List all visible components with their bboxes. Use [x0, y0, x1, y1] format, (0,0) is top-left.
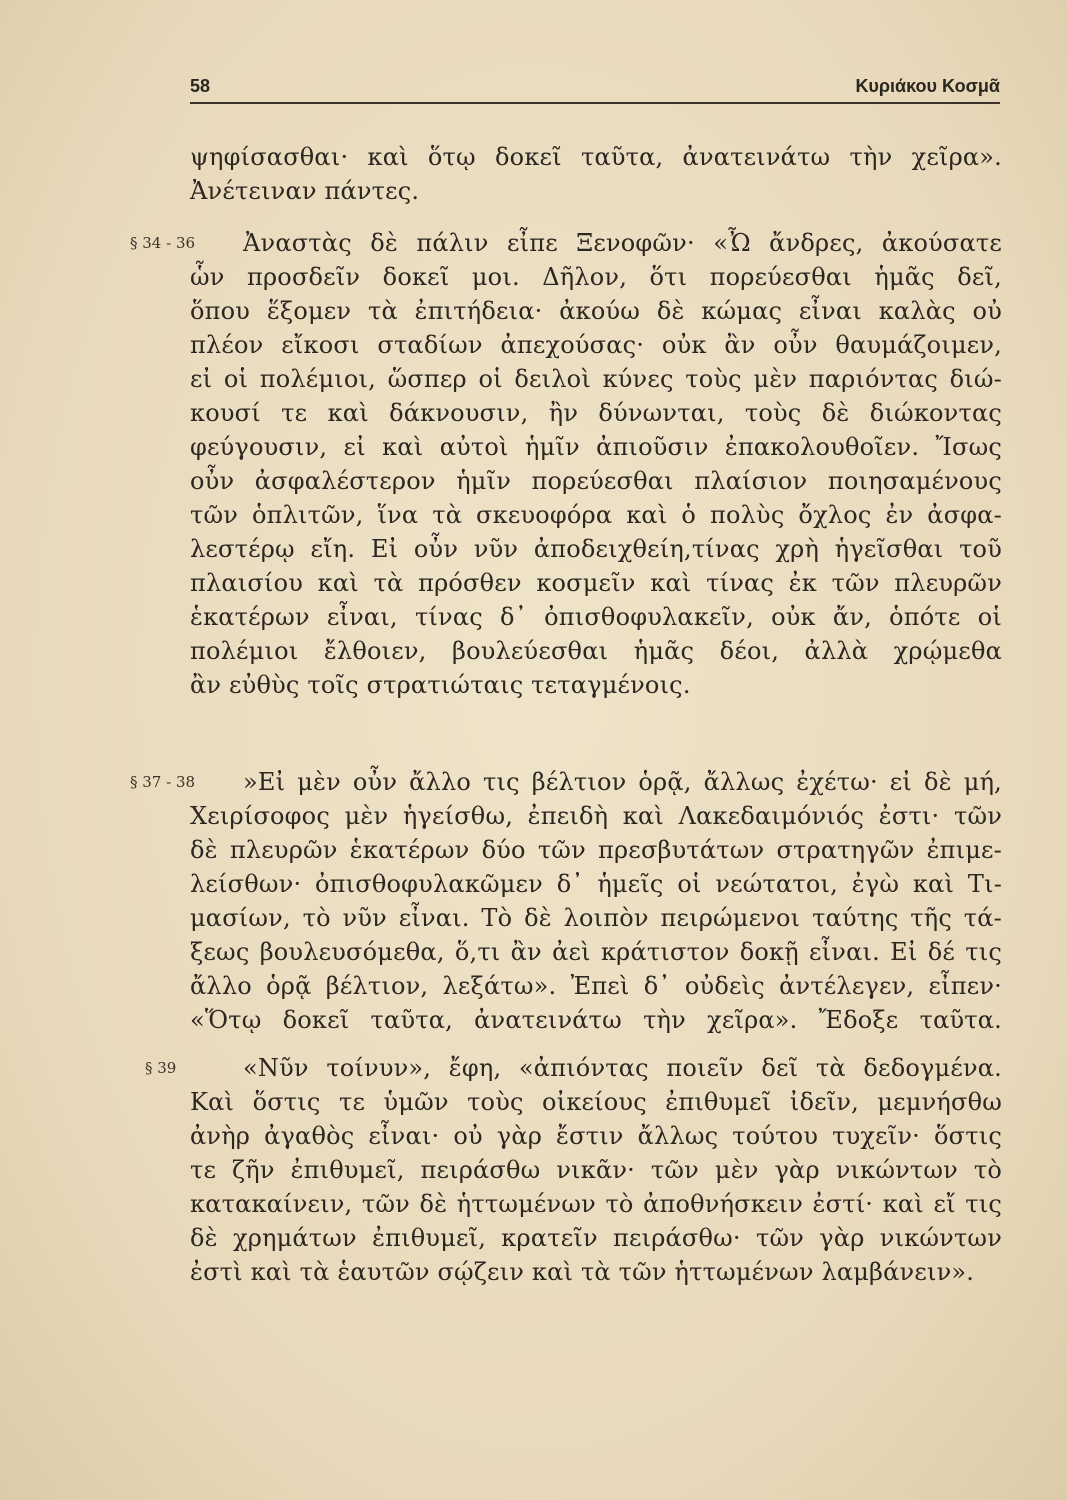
text-line: «Ὅτῳ δοκεῖ ταῦτα, ἀνατεινάτω τὴν χεῖρα». Ἔδοξε ταῦτα.	[190, 1006, 1002, 1034]
text-line: δὲ χρημάτων ἐπιθυμεῖ, κρατεῖν πειράσθω· τῶν γὰρ νικώντων	[190, 1224, 1002, 1252]
text-line: λεστέρῳ εἴη. Εἰ οὖν νῦν ἀποδειχθείη,τίνας χρὴ ἡγεῖσθαι τοῦ	[190, 535, 1002, 563]
text-line: ἐστὶ καὶ τὰ ἑαυτῶν σῴζειν καὶ τὰ τῶν ἡττωμένων λαμβάνειν».	[190, 1258, 975, 1286]
text-line: Καὶ ὅστις τε ὑμῶν τοὺς οἰκείους ἐπιθυμεῖ ἰδεῖν, μεμνήσθω	[190, 1088, 1002, 1116]
section-marker: § 39	[145, 1059, 177, 1077]
text-line: οὖν ἀσφαλέστερον ἡμῖν πορεύεσθαι πλαίσιον ποιησαμένους	[190, 467, 1002, 495]
text-line: κουσί τε καὶ δάκνουσιν, ἢν δύνωνται, τοὺς δὲ διώκοντας	[190, 399, 1002, 427]
page-number: 58	[190, 76, 211, 96]
text-line: πολέμιοι ἔλθοιεν, βουλεύεσθαι ἡμᾶς δέοι, ἀλλὰ χρῴμεθα	[190, 637, 1002, 665]
text-line: δὲ πλευρῶν ἑκατέρων δύο τῶν πρεσβυτάτων στρατηγῶν ἐπιμε-	[190, 836, 1002, 864]
text-line: ἄλλο ὁρᾷ βέλτιον, λεξάτω». Ἐπεὶ δ᾽ οὐδεὶς ἀντέλεγεν, εἶπεν·	[190, 972, 1002, 1000]
text-line: «Νῦν τοίνυν», ἔφη, «ἀπιόντας ποιεῖν δεῖ τὰ δεδογμένα.	[243, 1054, 1002, 1082]
text-line: ψηφίσασθαι· καὶ ὅτῳ δοκεῖ ταῦτα, ἀνατεινάτω τὴν χεῖρα».	[190, 143, 1002, 171]
text-line: εἰ οἱ πολέμιοι, ὥσπερ οἱ δειλοὶ κύνες τοὺς μὲν παριόντας διώ-	[190, 365, 1002, 393]
section-marker: § 34 - 36	[130, 234, 196, 252]
text-line: Ἀνέτειναν πάντες.	[190, 177, 420, 205]
page-header	[190, 74, 1000, 104]
text-line: ἑκατέρων εἶναι, τίνας δ᾽ ὀπισθοφυλακεῖν, οὐκ ἄν, ὁπότε οἱ	[190, 603, 1002, 631]
text-line: ξεως βουλευσόμεθα, ὅ,τι ἂν ἀεὶ κράτιστον δοκῇ εἶναι. Εἰ δέ τις	[190, 938, 1002, 966]
text-line: ὅπου ἕξομεν τὰ ἐπιτήδεια· ἀκούω δὲ κώμας εἶναι καλὰς οὐ	[190, 297, 1002, 325]
section-marker: § 37 - 38	[130, 773, 196, 791]
text-line: κατακαίνειν, τῶν δὲ ἡττωμένων τὸ ἀποθνήσκειν ἐστί· καὶ εἴ τις	[190, 1190, 1002, 1218]
text-line: λείσθων· ὀπισθοφυλακῶμεν δ᾽ ἡμεῖς οἱ νεώτατοι, ἐγὼ καὶ Τι-	[190, 870, 1002, 898]
text-line: Ἀναστὰς δὲ πάλιν εἶπε Ξενοφῶν· «Ὦ ἄνδρες, ἀκούσατε	[243, 229, 1002, 257]
text-line: πλαισίου καὶ τὰ πρόσθεν κοσμεῖν καὶ τίνας ἐκ τῶν πλευρῶν	[190, 569, 1002, 597]
text-line: τε ζῆν ἐπιθυμεῖ, πειράσθω νικᾶν· τῶν μὲν γὰρ νικώντων τὸ	[190, 1156, 1002, 1184]
text-line: »Εἰ μὲν οὖν ἄλλο τις βέλτιον ὁρᾷ, ἄλλως ἐχέτω· εἰ δὲ μή,	[243, 768, 1002, 796]
text-line: πλέον εἴκοσι σταδίων ἀπεχούσας· οὐκ ἂν οὖν θαυμάζοιμεν,	[190, 331, 1002, 359]
text-line: Χειρίσοφος μὲν ἡγείσθω, ἐπειδὴ καὶ Λακεδαιμόνιός ἐστι· τῶν	[190, 802, 1002, 830]
text-line: τῶν ὁπλιτῶν, ἵνα τὰ σκευοφόρα καὶ ὁ πολὺς ὄχλος ἐν ἀσφα-	[190, 501, 1002, 529]
text-line: ἀνὴρ ἀγαθὸς εἶναι· οὐ γὰρ ἔστιν ἄλλως τούτου τυχεῖν· ὅστις	[190, 1122, 1002, 1150]
text-line: φεύγουσιν, εἰ καὶ αὐτοὶ ἡμῖν ἀπιοῦσιν ἐπακολουθοῖεν. Ἴσως	[190, 433, 1002, 461]
text-line: μασίων, τὸ νῦν εἶναι. Τὸ δὲ λοιπὸν πειρώμενοι ταύτης τῆς τά-	[190, 904, 1002, 932]
running-head: Κυριάκου Κοσμᾶ	[855, 76, 1000, 96]
text-line: ὧν προσδεῖν δοκεῖ μοι. Δῆλον, ὅτι πορεύεσθαι ἡμᾶς δεῖ,	[190, 263, 1002, 291]
text-line: ἂν εὐθὺς τοῖς στρατιώταις τεταγμένοις.	[190, 671, 691, 699]
